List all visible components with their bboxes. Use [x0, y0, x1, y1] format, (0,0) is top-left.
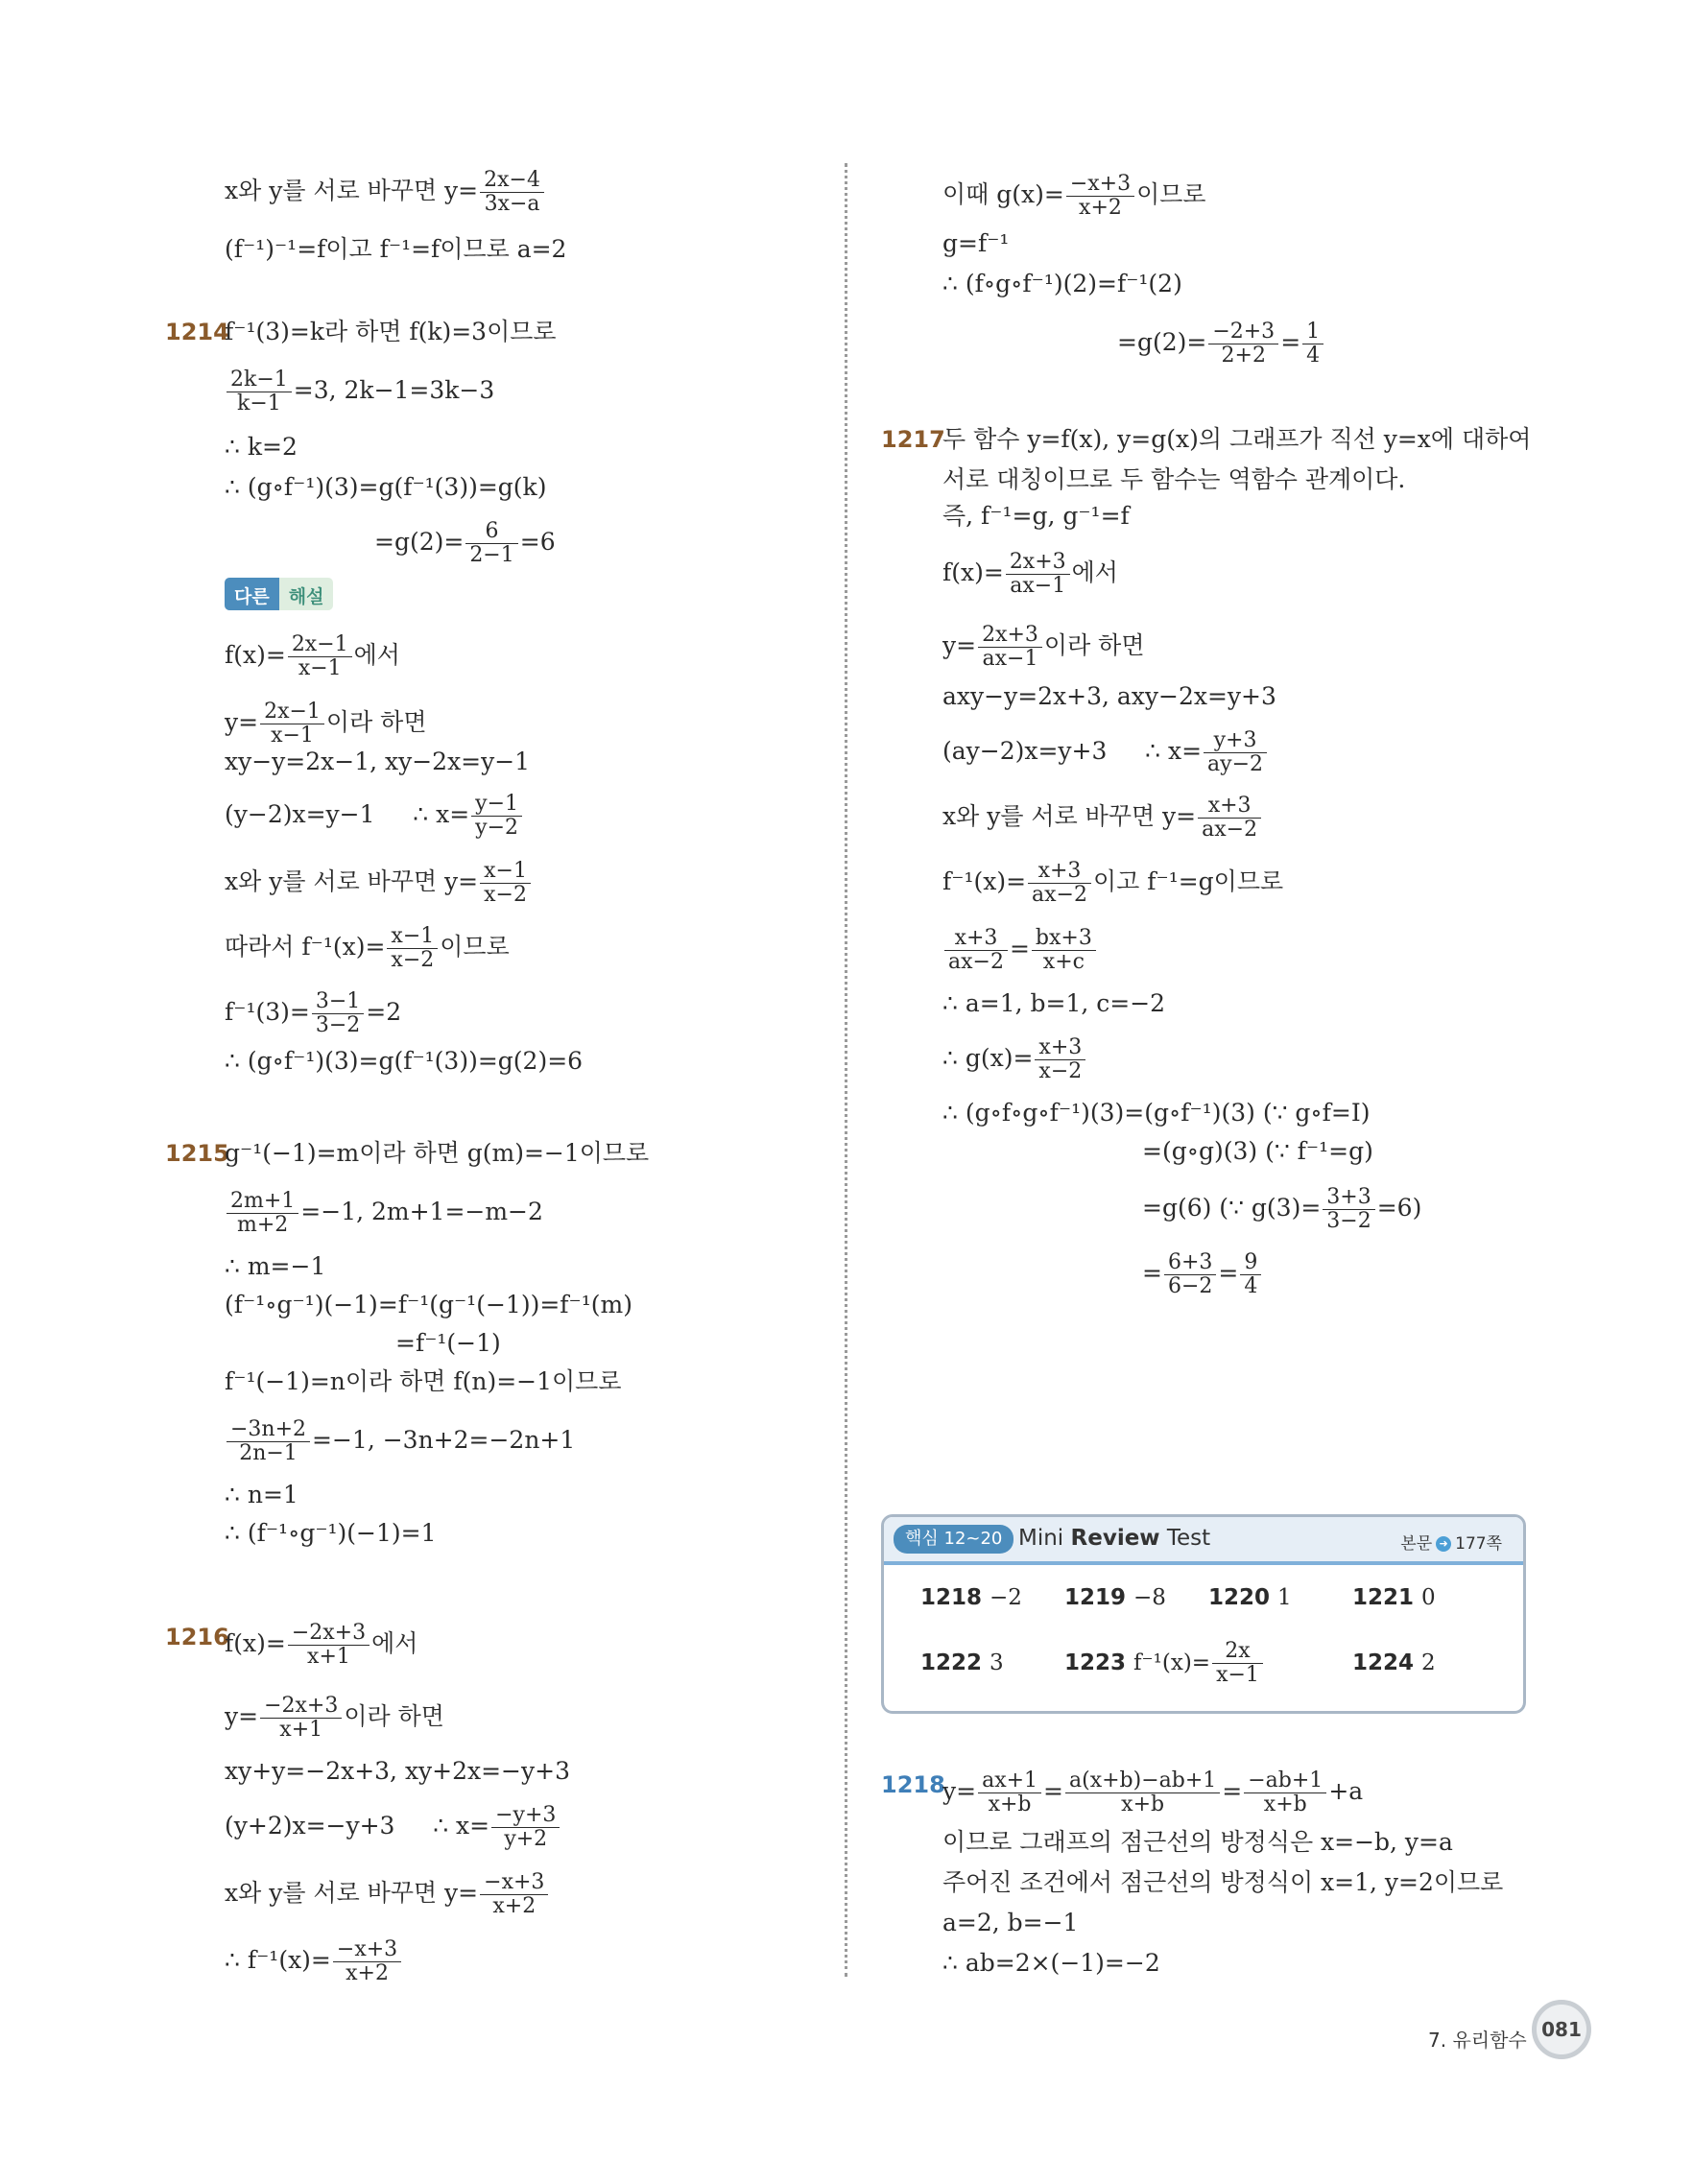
- core-range-tag: 핵심 12~20: [894, 1525, 1013, 1554]
- p1218-line-1: [942, 1769, 1363, 1816]
- text: 에서: [371, 1629, 418, 1657]
- mini-review-header: [884, 1517, 1523, 1565]
- fraction: $\frac{-x+3}{x+2}$: [333, 1938, 401, 1985]
- problem-number-1214: 1214: [165, 319, 229, 345]
- fraction: $\frac{ax+1}{x+b}$: [978, 1769, 1041, 1816]
- p1218-line-3: 주어진 조건에서 점근선의 방정식이 x=1, y=2이므로: [942, 1868, 1504, 1896]
- text: =−1, 2m+1=−m−2: [300, 1198, 543, 1225]
- text: =6): [1376, 1194, 1422, 1222]
- p1215-line-8: ∴ n=1: [225, 1481, 298, 1508]
- text: (ay−2)x=y+3 ∴ x=: [942, 737, 1203, 765]
- p1215-line-6: f⁻¹(−1)=n이라 하면 f(n)=−1이므로: [225, 1367, 622, 1395]
- fraction: $\frac{3+3}{3-2}$: [1323, 1186, 1374, 1233]
- text: y=: [225, 1702, 259, 1730]
- p1217-line-10: [942, 927, 1098, 974]
- p1217-line-13: ∴ (g∘f∘g∘f⁻¹)(3)=(g∘f⁻¹)(3) (∵ g∘f=I): [942, 1099, 1371, 1127]
- text: +a: [1328, 1777, 1364, 1805]
- answer-item: 1218 −2: [920, 1585, 1022, 1610]
- text: =: [1009, 935, 1030, 962]
- p1217-line-1: 두 함수 y=f(x), y=g(x)의 그래프가 직선 y=x에 대하여: [942, 425, 1532, 453]
- text: y=: [225, 708, 259, 736]
- text: =g(2)=: [1117, 328, 1207, 356]
- fraction: $\frac{-2x+3}{x+1}$: [288, 1622, 370, 1669]
- fraction: $\frac{2x-1}{x-1}$: [260, 700, 324, 748]
- text: (y−2)x=y−1 ∴ x=: [225, 800, 470, 828]
- alt-solution-badge: [225, 578, 333, 610]
- p1214-line-5: [374, 520, 556, 567]
- text: f⁻¹(3)=: [225, 998, 310, 1026]
- text: x와 y를 서로 바꾸면 y=: [225, 867, 479, 895]
- text: 에서: [353, 641, 400, 669]
- fraction: $\frac{x+3}{ax-2}$: [944, 927, 1008, 974]
- fraction: $\frac{x-1}{x-2}$: [387, 925, 438, 972]
- fraction: $\frac{-y+3}{y+2}$: [491, 1804, 560, 1851]
- fraction: $\frac{9}{4}$: [1240, 1251, 1261, 1298]
- fraction: $\frac{-ab+1}{x+b}$: [1244, 1769, 1326, 1816]
- p1217-line-6: axy−y=2x+3, axy−2x=y+3: [942, 682, 1276, 710]
- fraction: $\frac{2x+3}{ax-1}$: [1006, 551, 1070, 598]
- p1218-line-4: a=2, b=−1: [942, 1909, 1079, 1936]
- fraction: $\frac{-x+3}{x+2}$: [480, 1871, 548, 1918]
- fraction: $\frac{x+3}{ax-2}$: [1028, 860, 1091, 907]
- alt-line-6: [225, 925, 510, 972]
- text: ∴ f⁻¹(x)=: [225, 1946, 331, 1974]
- text: f(x)=: [942, 558, 1004, 586]
- answer-item: 1224 2: [1352, 1650, 1436, 1675]
- text: =6: [519, 528, 556, 556]
- text: 이라 하면: [325, 708, 427, 736]
- alt-line-2: [225, 700, 426, 748]
- badge-part-2: 해설: [279, 578, 334, 610]
- p1217-line-15: [1142, 1186, 1421, 1233]
- alt-line-7: [225, 990, 401, 1037]
- problem-number-1216: 1216: [165, 1624, 229, 1650]
- p1214-line-4: ∴ (g∘f⁻¹)(3)=g(f⁻¹(3))=g(k): [225, 473, 547, 501]
- p1217-line-4: [942, 551, 1118, 598]
- text: =: [1280, 328, 1301, 356]
- fraction: $\frac{2m+1}{m+2}$: [227, 1190, 298, 1237]
- text: 이라 하면: [1043, 631, 1145, 659]
- fraction: $\frac{y+3}{ay-2}$: [1204, 729, 1267, 776]
- text: (y+2)x=−y+3 ∴ x=: [225, 1812, 490, 1840]
- p1216-line-2: [225, 1695, 444, 1742]
- p1216-line-3: xy+y=−2x+3, xy+2x=−y+3: [225, 1757, 570, 1785]
- fraction: $\frac{3-1}{3-2}$: [312, 990, 364, 1037]
- text: 이므로: [1136, 180, 1206, 208]
- p1217-line-7: [942, 729, 1269, 776]
- p1217-line-5: [942, 624, 1144, 671]
- p1217-line-2: 서로 대칭이므로 두 함수는 역함수 관계이다.: [942, 465, 1406, 493]
- p1216-line-1: [225, 1622, 417, 1669]
- textbook-page-reference: 본문 ➜ 177쪽: [1400, 1534, 1502, 1554]
- mini-review-test-box: [881, 1514, 1526, 1714]
- badge-part-1: 다른: [225, 578, 279, 610]
- fraction: $\frac{2k-1}{k-1}$: [227, 368, 292, 415]
- problem-number-1217: 1217: [881, 426, 945, 453]
- fraction: $\frac{x-1}{x-2}$: [480, 860, 531, 907]
- text: =: [1218, 1259, 1239, 1287]
- p1214-line-2: [225, 368, 494, 415]
- fraction: $\frac{6+3}{6-2}$: [1164, 1251, 1216, 1298]
- p1218-line-2: 이므로 그래프의 점근선의 방정식은 x=−b, y=a: [942, 1828, 1453, 1856]
- text: =: [1043, 1777, 1063, 1805]
- right-pre-line-1: [942, 173, 1206, 220]
- text: y=: [942, 631, 977, 659]
- text: =3, 2k−1=3k−3: [293, 376, 495, 404]
- right-pre-line-4: [1117, 320, 1325, 368]
- p1218-line-5: ∴ ab=2×(−1)=−2: [942, 1949, 1160, 1977]
- fraction: $\frac{-3n+2}{2n-1}$: [227, 1418, 310, 1465]
- p1216-line-4: [225, 1804, 561, 1851]
- problem-number-1215: 1215: [165, 1140, 229, 1167]
- text: 에서: [1071, 558, 1118, 586]
- fraction: $\frac{6}{2-1}$: [465, 520, 517, 567]
- column-divider: [845, 163, 847, 1977]
- text: f⁻¹(x)=: [942, 867, 1027, 895]
- p1214-line-1: f⁻¹(3)=k라 하면 f(k)=3이므로: [225, 318, 557, 345]
- p1217-line-11: ∴ a=1, b=1, c=−2: [942, 989, 1166, 1017]
- p1215-line-2: [225, 1190, 543, 1237]
- p1217-line-14: =(g∘g)(3) (∵ f⁻¹=g): [1142, 1137, 1373, 1165]
- alt-line-8: ∴ (g∘f⁻¹)(3)=g(f⁻¹(3))=g(2)=6: [225, 1047, 584, 1075]
- fraction: $\frac{-2x+3}{x+1}$: [260, 1695, 342, 1742]
- right-pre-line-3: ∴ (f∘g∘f⁻¹)(2)=f⁻¹(2): [942, 270, 1182, 297]
- p1217-line-16: [1142, 1251, 1263, 1298]
- fraction: $\frac{x+3}{ax-2}$: [1198, 795, 1261, 842]
- text: =2: [366, 998, 402, 1026]
- text: x와 y를 서로 바꾸면 y=: [942, 802, 1197, 830]
- answer-item: 1219 −8: [1064, 1585, 1166, 1610]
- p1216-line-6: [225, 1938, 403, 1985]
- text: f(x)=: [225, 1629, 286, 1657]
- text: 따라서 f⁻¹(x)=: [225, 933, 386, 961]
- p1214-line-3: ∴ k=2: [225, 433, 298, 461]
- p1217-line-9: [942, 860, 1283, 907]
- fraction: $\frac{2x-1}{x-1}$: [288, 633, 352, 680]
- text: 이때 g(x)=: [942, 180, 1064, 208]
- text: =g(2)=: [374, 528, 465, 556]
- text: =: [1222, 1777, 1243, 1805]
- fraction: $\frac{bx+3}{x+c}$: [1032, 927, 1096, 974]
- answer-item: 1223 f⁻¹(x)= $\frac{2x}{x-1}$: [1064, 1640, 1265, 1687]
- pre-line-2: (f⁻¹)⁻¹=f이고 f⁻¹=f이므로 a=2: [225, 235, 567, 263]
- p1215-line-5: =f⁻¹(−1): [395, 1329, 501, 1357]
- p1215-line-4: (f⁻¹∘g⁻¹)(−1)=f⁻¹(g⁻¹(−1))=f⁻¹(m): [225, 1291, 632, 1318]
- alt-line-1: [225, 633, 400, 680]
- text: 이므로: [440, 933, 510, 961]
- p1217-line-3: 즉, f⁻¹=g, g⁻¹=f: [942, 502, 1130, 530]
- chapter-title: 7. 유리함수: [1428, 2029, 1527, 2052]
- text: =: [1142, 1259, 1162, 1287]
- p1216-line-5: [225, 1871, 550, 1918]
- answer-item: 1221 0: [1352, 1585, 1436, 1610]
- text: ∴ g(x)=: [942, 1044, 1034, 1072]
- fraction: $\frac{-2+3}{2+2}$: [1208, 320, 1278, 368]
- text: f(x)=: [225, 641, 286, 669]
- text: 이라 하면: [344, 1702, 444, 1730]
- answer-item: 1222 3: [920, 1650, 1004, 1675]
- fraction: $\frac{y-1}{y-2}$: [471, 793, 522, 840]
- fraction: $\frac{2x}{x-1}$: [1212, 1640, 1263, 1687]
- fraction: $\frac{-x+3}{x+2}$: [1066, 173, 1134, 220]
- fraction: $\frac{a(x+b)-ab+1}{x+b}$: [1065, 1769, 1220, 1816]
- text: x와 y를 서로 바꾸면 y=: [225, 1879, 479, 1907]
- mini-review-title: Mini Review Test: [1018, 1526, 1211, 1551]
- right-pre-line-2: g=f⁻¹: [942, 229, 1010, 257]
- answer-item: 1220 1: [1208, 1585, 1292, 1610]
- fraction: $\frac{2x-4}{3x-a}$: [480, 169, 544, 216]
- text: y=: [942, 1777, 977, 1805]
- alt-line-5: [225, 860, 533, 907]
- text: 이고 f⁻¹=g이므로: [1093, 867, 1284, 895]
- text: =−1, −3n+2=−2n+1: [312, 1426, 576, 1454]
- fraction: $\frac{1}{4}$: [1302, 320, 1323, 368]
- p1215-line-9: ∴ (f⁻¹∘g⁻¹)(−1)=1: [225, 1519, 437, 1547]
- fraction: $\frac{2x+3}{ax-1}$: [978, 624, 1042, 671]
- pre-line-1: [225, 169, 546, 216]
- problem-number-1218: 1218: [881, 1771, 945, 1798]
- text: x와 y를 서로 바꾸면 y=: [225, 177, 479, 204]
- page-number: 081: [1532, 2000, 1591, 2059]
- fraction: $\frac{x+3}{x-2}$: [1035, 1036, 1085, 1083]
- p1217-line-8: [942, 795, 1263, 842]
- p1215-line-3: ∴ m=−1: [225, 1252, 326, 1280]
- text: =g(6) (∵ g(3)=: [1142, 1194, 1322, 1222]
- alt-line-4: [225, 793, 524, 840]
- p1217-line-12: [942, 1036, 1087, 1083]
- p1215-line-1: g⁻¹(−1)=m이라 하면 g(m)=−1이므로: [225, 1139, 650, 1167]
- alt-line-3: xy−y=2x−1, xy−2x=y−1: [225, 748, 531, 775]
- p1215-line-7: [225, 1418, 575, 1465]
- arrow-right-icon: ➜: [1436, 1536, 1451, 1552]
